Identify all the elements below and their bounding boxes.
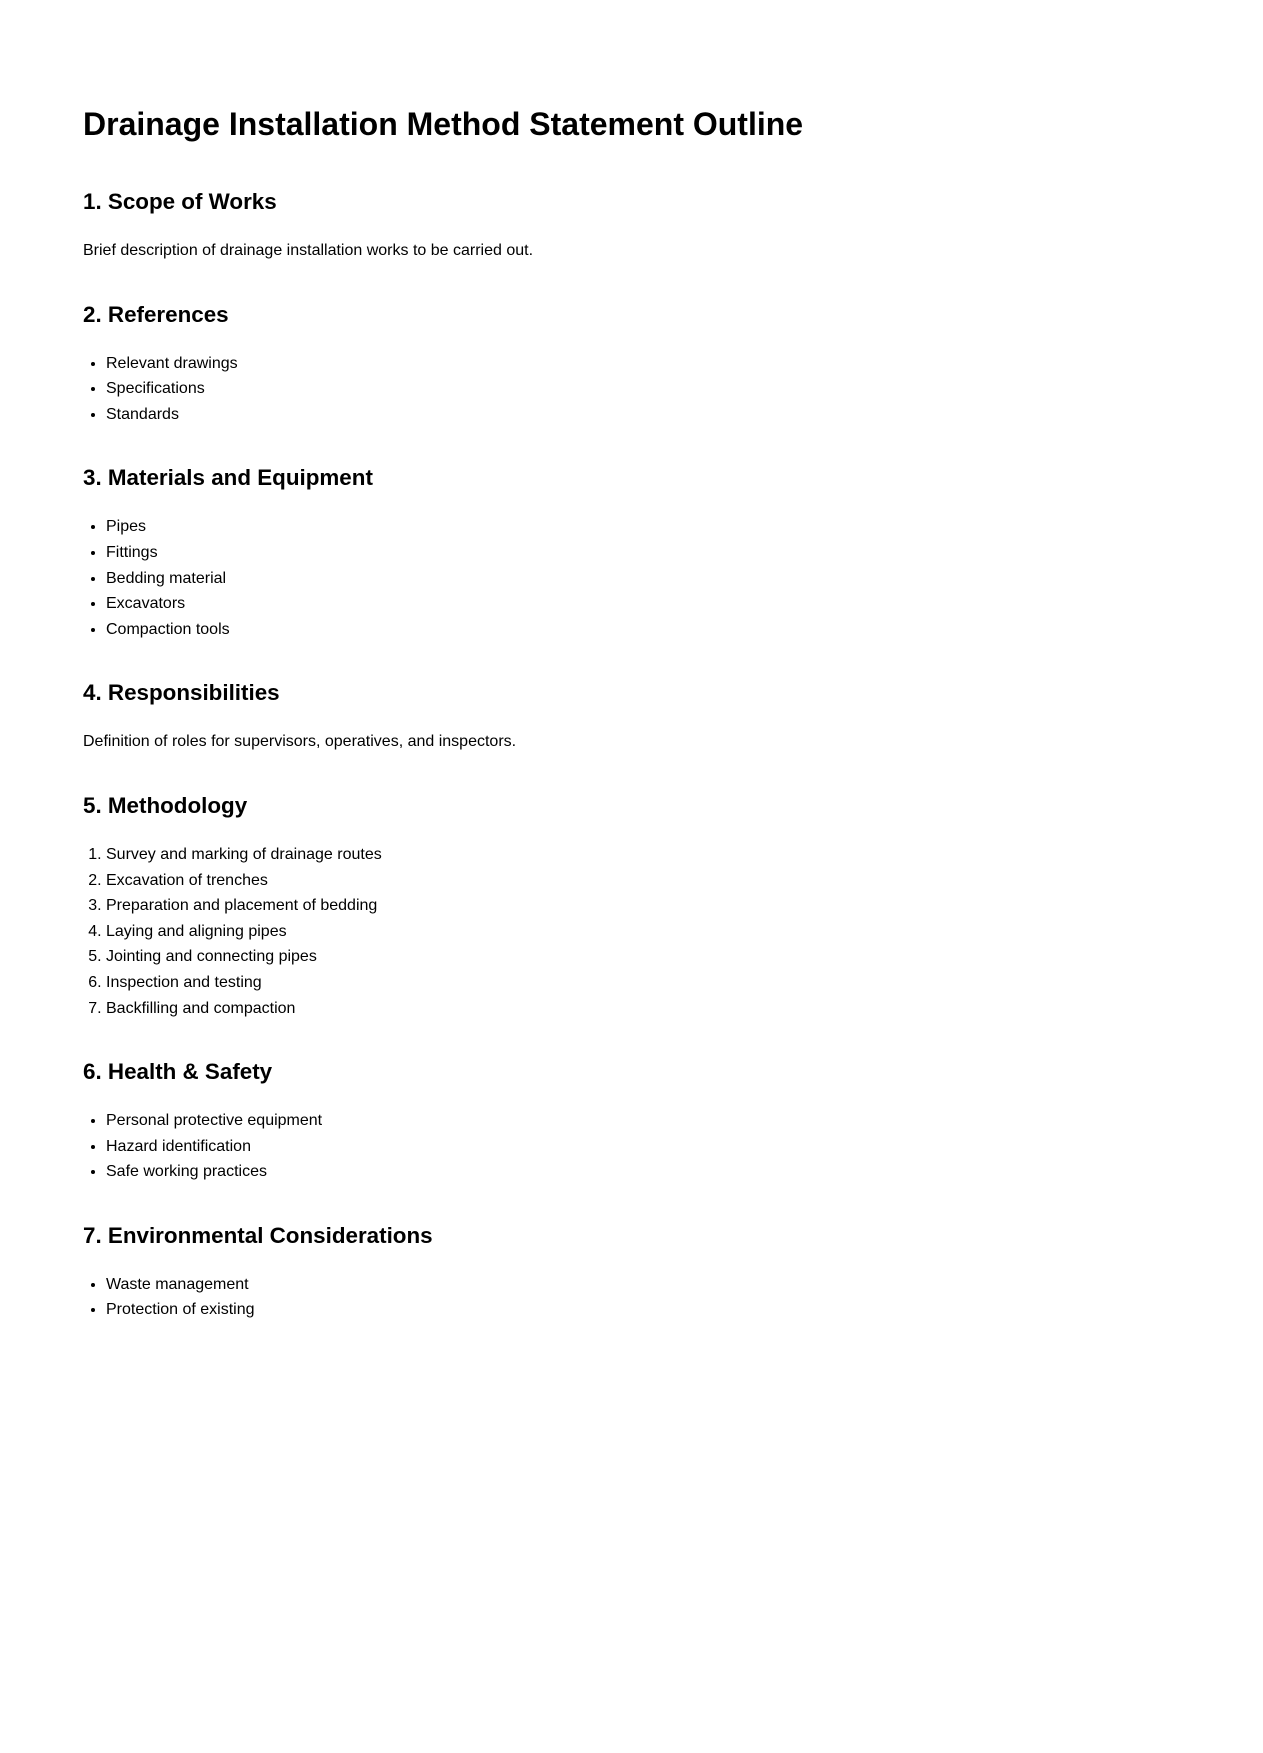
list-item: 4. Laying and aligning pipes <box>106 919 1183 945</box>
bullet-list <box>83 351 1183 428</box>
document-content <box>83 105 1183 1360</box>
list-item: • Fittings <box>106 540 1183 566</box>
list-item: • Relevant drawings <box>106 351 1183 377</box>
section-heading: 3. Materials and Equipment <box>83 465 373 491</box>
list-item: • Bedding material <box>106 566 1183 592</box>
section-methodology <box>83 792 1183 1021</box>
section-health-and-safety <box>83 1058 1183 1185</box>
list-item: • Personal protective equipment <box>106 1108 1183 1134</box>
list-item: • Excavators <box>106 591 1183 617</box>
section-heading: 7. Environmental Considerations <box>83 1222 433 1248</box>
list-item: • Specifications <box>106 376 1183 402</box>
list-item: 6. Inspection and testing <box>106 970 1183 996</box>
bullet-list <box>83 1272 1183 1323</box>
numbered-list <box>83 842 1183 1021</box>
list-item: • Protection of existing <box>106 1297 1183 1323</box>
list-item: • Hazard identification <box>106 1134 1183 1160</box>
section-scope-of-works <box>83 188 1183 264</box>
section-heading: 4. Responsibilities <box>83 680 280 706</box>
section-references <box>83 301 1183 428</box>
list-item: • Safe working practices <box>106 1159 1183 1185</box>
bullet-list <box>83 514 1183 642</box>
list-item: 1. Survey and marking of drainage routes <box>106 842 1183 868</box>
list-item: 5. Jointing and connecting pipes <box>106 944 1183 970</box>
bullet-list <box>83 1108 1183 1185</box>
list-item: 2. Excavation of trenches <box>106 868 1183 894</box>
list-item: • Standards <box>106 402 1183 428</box>
section-environmental-considerations <box>83 1222 1183 1323</box>
list-item: 7. Backfilling and compaction <box>106 996 1183 1022</box>
section-heading: 2. References <box>83 301 229 327</box>
section-paragraph: Definition of roles for supervisors, operatives, and inspectors. <box>83 733 517 751</box>
section-heading: 6. Health & Safety <box>83 1059 273 1085</box>
list-item: • Pipes <box>106 514 1183 540</box>
section-responsibilities <box>83 679 1183 755</box>
list-item: • Compaction tools <box>106 617 1183 643</box>
section-heading: 5. Methodology <box>83 792 248 818</box>
list-item: • Waste management <box>106 1272 1183 1298</box>
list-item: 3. Preparation and placement of bedding <box>106 893 1183 919</box>
section-materials-and-equipment <box>83 464 1183 642</box>
section-heading: 1. Scope of Works <box>83 189 277 214</box>
page-title: Drainage Installation Method Statement Outline <box>83 106 804 142</box>
section-paragraph: Brief description of drainage installation works to be carried out. <box>83 242 534 259</box>
